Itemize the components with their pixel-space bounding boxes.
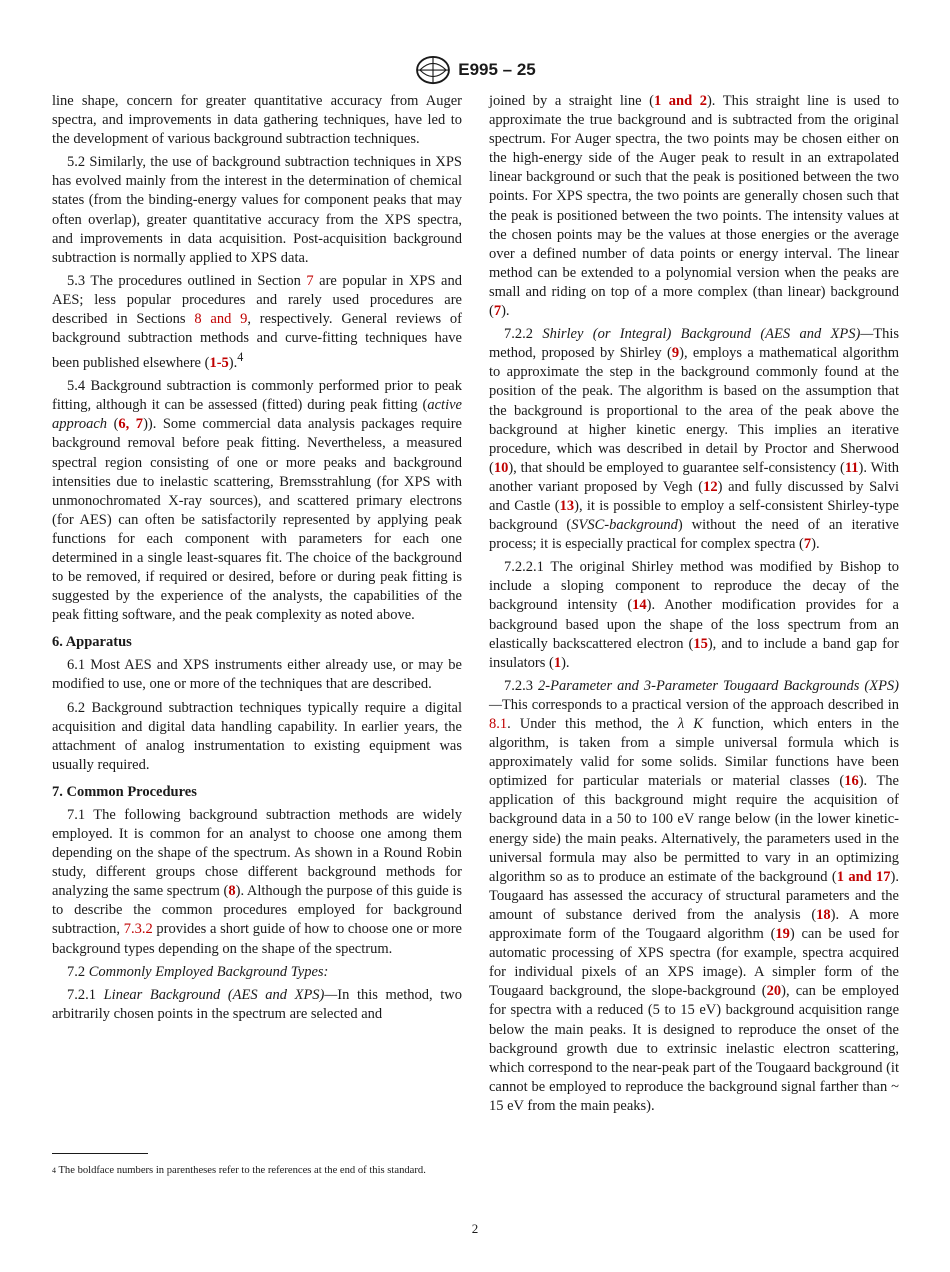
reference-link[interactable]: 1 bbox=[553, 654, 562, 671]
reference-link[interactable]: 18 bbox=[816, 906, 831, 923]
reference-link[interactable]: 19 bbox=[775, 926, 790, 943]
reference-link[interactable]: 13 bbox=[559, 497, 575, 514]
paragraph-continuation: line shape, concern for greater quantitative accuracy from Auger spectra, and improvements in data gathering techniques, have led to the development of various background subtraction techniques. bbox=[52, 93, 462, 148]
section-heading-apparatus: 6. Apparatus bbox=[52, 634, 132, 651]
reference-link[interactable]: 14 bbox=[632, 597, 647, 614]
reference-link[interactable]: 1 and 2 bbox=[653, 93, 707, 109]
reference-link[interactable]: 11 bbox=[844, 459, 859, 476]
paragraph-7-2-2-1: 7.2.2.1 The original Shirley method was modified by Bishop to include a sloping component to reproduce the decay of the background intensity (14). Another modification provides for a background based upon the shape of the loss spectrum from an elastically backscattered electron (15), and to include a band gap for insulators (1). bbox=[489, 559, 899, 671]
sections-8-9-link[interactable]: 8 and 9 bbox=[194, 311, 248, 328]
page-number: 2 bbox=[471, 1221, 479, 1236]
paragraph-6-2: 6.2 Background subtraction techniques typically require a digital acquisition and digital data handling capability. In earlier years, the attachment of analog instrumentation to existing equipment was usually required. bbox=[52, 699, 462, 773]
section-7-link[interactable]: 7 bbox=[306, 272, 314, 289]
section-8-1-link[interactable]: 8.1 bbox=[489, 716, 508, 732]
reference-link[interactable]: 9 bbox=[671, 345, 680, 362]
reference-link[interactable]: 20 bbox=[766, 983, 782, 1000]
reference-link[interactable]: 7 bbox=[803, 536, 812, 553]
reference-link[interactable]: 1-5 bbox=[209, 355, 229, 372]
section-heading-common-procedures: 7. Common Procedures bbox=[52, 783, 197, 800]
page-header bbox=[0, 55, 950, 85]
reference-link[interactable]: 6, 7 bbox=[118, 416, 144, 433]
astm-logo-icon bbox=[414, 55, 452, 85]
paragraph-7-2: 7.2 Commonly Employed Background Types: bbox=[67, 963, 329, 980]
paragraph-7-1: 7.1 The following background subtraction methods are widely employed. It is common for an analyst to choose one among them depending on the shape of the spectrum. As shown in a Round Robin study, different groups chose different background methods for analyzing the same spectrum (8). Although the purpose of this guide is to describe the common procedures employed for background subtraction, 7.3.2 provides a short guide of how to choose one or more background types depending on the shape of the spectrum. bbox=[52, 806, 462, 957]
footnote-marker[interactable]: 4 bbox=[237, 350, 244, 365]
reference-link[interactable]: 1 and 17 bbox=[836, 868, 891, 885]
reference-link[interactable]: 10 bbox=[493, 459, 509, 476]
left-column bbox=[52, 92, 462, 1028]
paragraph-7-2-3: 7.2.3 2-Parameter and 3-Parameter Tougaard Backgrounds (XPS)—This corresponds to a practical version of the approach described in 8.1. Under this method, the λ K function, which enters in the algorithm, is taken from a simple universal formula which is approximately valid for some solids. Similar functions have been optimized for particular materials or material classes (16). The application of this background might require the acquisition of background data in a 50 to 100 eV range below (in the lower kinetic-energy side) the main peaks. Alternatively, the parameters used in the universal formula may also be permitted to vary in an optimizing algorithm so as to produce an estimate of the background (1 and 17). Tougaard has assessed the accuracy of structural parameters and the amount of substance derived from the analysis (18). A more approximate form of the Tougaard algorithm (19) can be used for automatic processing of XPS spectra (for example, spectra acquired for individual pixels of an XPS image). A simpler form of the Tougaard background, the slope-background (20), can be employed for spectra with a reduced (5 to 15 eV) background acquisition range below the main peaks. It is designed to reproduce the onset of the background growth due to extrinsic inelastic electron scattering, which correspond to the near-peak part of the Tougaard background (it cannot be employed to reproduce the background signal farther than ~ 15 eV from the main peaks). bbox=[489, 677, 900, 1114]
reference-link[interactable]: 15 bbox=[693, 635, 708, 652]
paragraph-7-2-2: 7.2.2 Shirley (or Integral) Background (AES and XPS)—This method, proposed by Shirley (9), employs a mathematical algorithm to approximate the step in the background commonly found at the position of the peak. The algorithm is based on the assumption that the background is proportional to the area of the peak above the background at higher kinetic energy. This implies an iterative procedure, which was described in detail by Proctor and Sherwood (10), that should be employed to guarantee self-consistency (11). With another variant proposed by Vegh (12) and fully discussed by Salvi and Castle (13), it is possible to employ a self-consistent Shirley-type background (SVSC-background) without the need of an iterative process; it is especially practical for complex spectra (7). bbox=[489, 326, 900, 553]
paragraph-6-1: 6.1 Most AES and XPS instruments either already use, or may be modified to use, one or more of the techniques that are described. bbox=[52, 657, 462, 693]
paragraph-7-2-1-continuation: joined by a straight line (1 and 2). This straight line is used to approximate the true background and is subtracted from the original spectrum. For Auger spectra, the two points may be chosen either on the high-energy side of the Auger peak to result in an extrapolated linear background or such that the peak is positioned between the two points. For XPS spectra, the two points are generally chosen such that the peak is positioned between the two points. The intensity values at the chosen points may be the values at those energies or the average over a defined number of data points or energy interval. The linear method can be extended to a polynomial version when the peaks are small and riding on top of a more complex (than linear) background (7). bbox=[489, 93, 899, 320]
paragraph-5-2: 5.2 Similarly, the use of background subtraction techniques in XPS has evolved mainly from the interest in the determination of chemical states (from the binding-energy values for component peaks that may often overlap), greater quantitative accuracy from the XPS spectra, and improvements in data acquisition. Post-acquisition background subtraction is normally applied to XPS data. bbox=[52, 154, 462, 266]
document-id: E995 – 25 bbox=[458, 60, 536, 79]
reference-link[interactable]: 7 bbox=[493, 303, 502, 320]
right-column bbox=[489, 92, 899, 1120]
lambda-k-symbol: λ K bbox=[677, 716, 703, 732]
paragraph-5-4: 5.4 Background subtraction is commonly performed prior to peak fitting, although it can be assessed (fitted) during peak fitting (active approach (6, 7)). Some commercial data analysis packages require background removal before peak fitting. Nevertheless, a measured spectral region consisting of one or more peaks and background intensities due to inelastic scattering, Bremsstrahlung (for XPS with unmonochromated X-ray sources), and scattered primary electrons (for AES) can often be satisfactorily represented by applying peak functions for each component with parameters for each one determined in a single least-squares fit. The choice of the background to be removed, if required or desired, before or during peak fitting is suggested by the experience of the analysts, the capabilities of the peak fitting software, and the peak complexity as noted above. bbox=[52, 378, 462, 624]
footnote-number: 4 bbox=[52, 1166, 56, 1175]
reference-link[interactable]: 12 bbox=[703, 478, 718, 495]
footnote: $^4$ The boldface numbers in parentheses refer to the references at the end of this standard. bbox=[52, 1165, 426, 1176]
paragraph-5-3: 5.3 The procedures outlined in Section 7 are popular in XPS and AES; less popular procedures and rarely used procedures are described in Sections 8 and 9, respectively. General reviews of background subtraction methods and curve-fitting techniques have been published elsewhere (1-5).$^4$ bbox=[52, 272, 462, 372]
section-7-3-2-link[interactable]: 7.3.2 bbox=[123, 921, 153, 938]
reference-link[interactable]: 16 bbox=[844, 773, 859, 790]
paragraph-7-2-1: 7.2.1 Linear Background (AES and XPS)—In this method, two arbitrarily chosen points in the spectrum are selected and bbox=[52, 986, 462, 1022]
reference-link[interactable]: 8 bbox=[228, 883, 236, 900]
footnote-divider bbox=[52, 1153, 148, 1154]
